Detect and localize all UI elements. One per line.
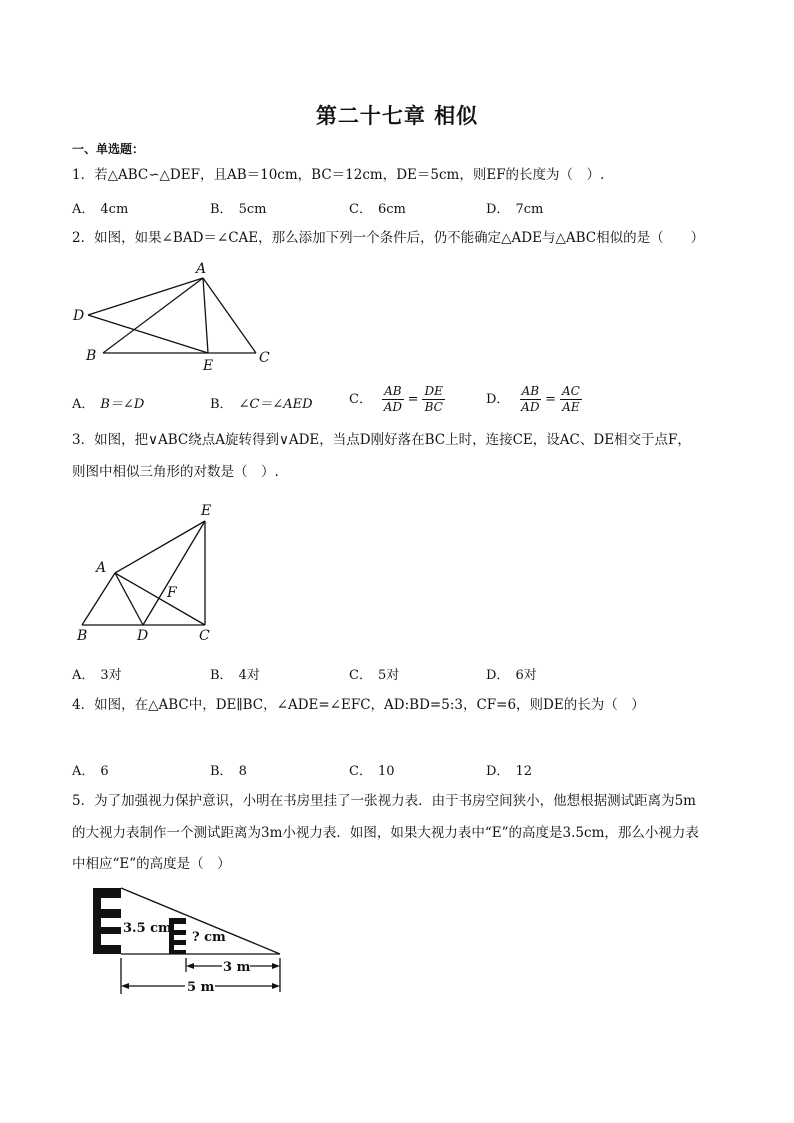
question-1-text: 1．若△ABC∽△DEF，且AB＝10cm，BC＝12cm，DE＝5cm，则EF的长度为（ ）. <box>72 167 605 183</box>
q3-option-d[interactable]: D． 6对 <box>486 668 537 683</box>
section-heading: 一、单选题： <box>72 142 145 156</box>
q1-option-b[interactable]: B． 5cm <box>210 202 267 217</box>
q3-label-c: C <box>199 628 210 644</box>
question-5-line-3: 中相应“E”的高度是（ ） <box>72 856 231 872</box>
question-2-text: 2．如图，如果∠BAD＝∠CAE，那么添加下列一个条件后，仍不能确定△ADE与△ABC相似的是（ ） <box>72 230 705 246</box>
q3-label-e: E <box>201 503 212 519</box>
question-3-line-2: 则图中相似三角形的对数是（ ）. <box>72 464 279 480</box>
q3-label-f: F <box>167 585 177 601</box>
fraction: $\frac{AB}{AD}$ <box>383 384 402 414</box>
q2-option-d[interactable]: D． $\frac{AB}{AD}$ = $\frac{AC}{AE}$ <box>486 384 580 414</box>
q2-label-c: C <box>259 350 270 366</box>
question-3-line-1: 3．如图，把∨ABC绕点A旋转得到∨ADE，当点D刚好落在BC上时，连接CE，设AC、DE相交于点F， <box>72 432 691 448</box>
q5-label-3m: 3 m <box>223 960 251 975</box>
q2-option-c[interactable]: C． $\frac{AB}{AD}$ = $\frac{DE}{BC}$ <box>349 384 443 414</box>
q1-option-d[interactable]: D． 7cm <box>486 202 544 217</box>
q2-option-a[interactable]: A． B＝∠D <box>72 397 145 412</box>
q4-option-d[interactable]: D． 12 <box>486 764 532 779</box>
q2-option-b[interactable]: B． ∠C＝∠AED <box>210 397 313 412</box>
q5-label-big-height: 3.5 cm <box>123 921 172 936</box>
q3-label-a: A <box>96 560 107 576</box>
q4-option-b[interactable]: B． 8 <box>210 764 247 779</box>
q3-option-a[interactable]: A． 3对 <box>72 668 122 683</box>
q3-label-d: D <box>137 628 149 644</box>
question-4-text: 4．如图，在△ABC中，DE∥BC，∠ADE=∠EFC，AD:BD=5:3，CF=6，则DE的长为（ ） <box>72 697 645 713</box>
q5-label-small-height: ? cm <box>192 930 226 945</box>
fraction: $\frac{AC}{AE}$ <box>561 384 580 414</box>
q1-option-a[interactable]: A． 4cm <box>72 202 129 217</box>
q4-option-a[interactable]: A． 6 <box>72 764 109 779</box>
question-5-line-2: 的大视力表制作一个测试距离为3m小视力表．如图，如果大视力表中“E”的高度是3.5cm，那么小视力表 <box>72 825 699 841</box>
q3-label-b: B <box>77 628 88 644</box>
q2-label-b: B <box>86 348 97 364</box>
q1-option-c[interactable]: C． 6cm <box>349 202 406 217</box>
page-title: 第二十七章 相似 <box>315 104 479 128</box>
q5-label-5m: 5 m <box>187 980 215 995</box>
q4-option-c[interactable]: C． 10 <box>349 764 395 779</box>
q3-option-c[interactable]: C． 5对 <box>349 668 400 683</box>
fraction: $\frac{AB}{AD}$ <box>521 384 540 414</box>
q2-label-d: D <box>73 308 85 324</box>
fraction: $\frac{DE}{BC}$ <box>424 384 443 414</box>
q2-label-a: A <box>196 261 207 277</box>
question-5-line-1: 5．为了加强视力保护意识，小明在书房里挂了一张视力表．由于书房空间狭小，他想根据测试距离为5m <box>72 793 696 809</box>
q2-label-e: E <box>203 358 214 374</box>
q3-option-b[interactable]: B． 4对 <box>210 668 260 683</box>
